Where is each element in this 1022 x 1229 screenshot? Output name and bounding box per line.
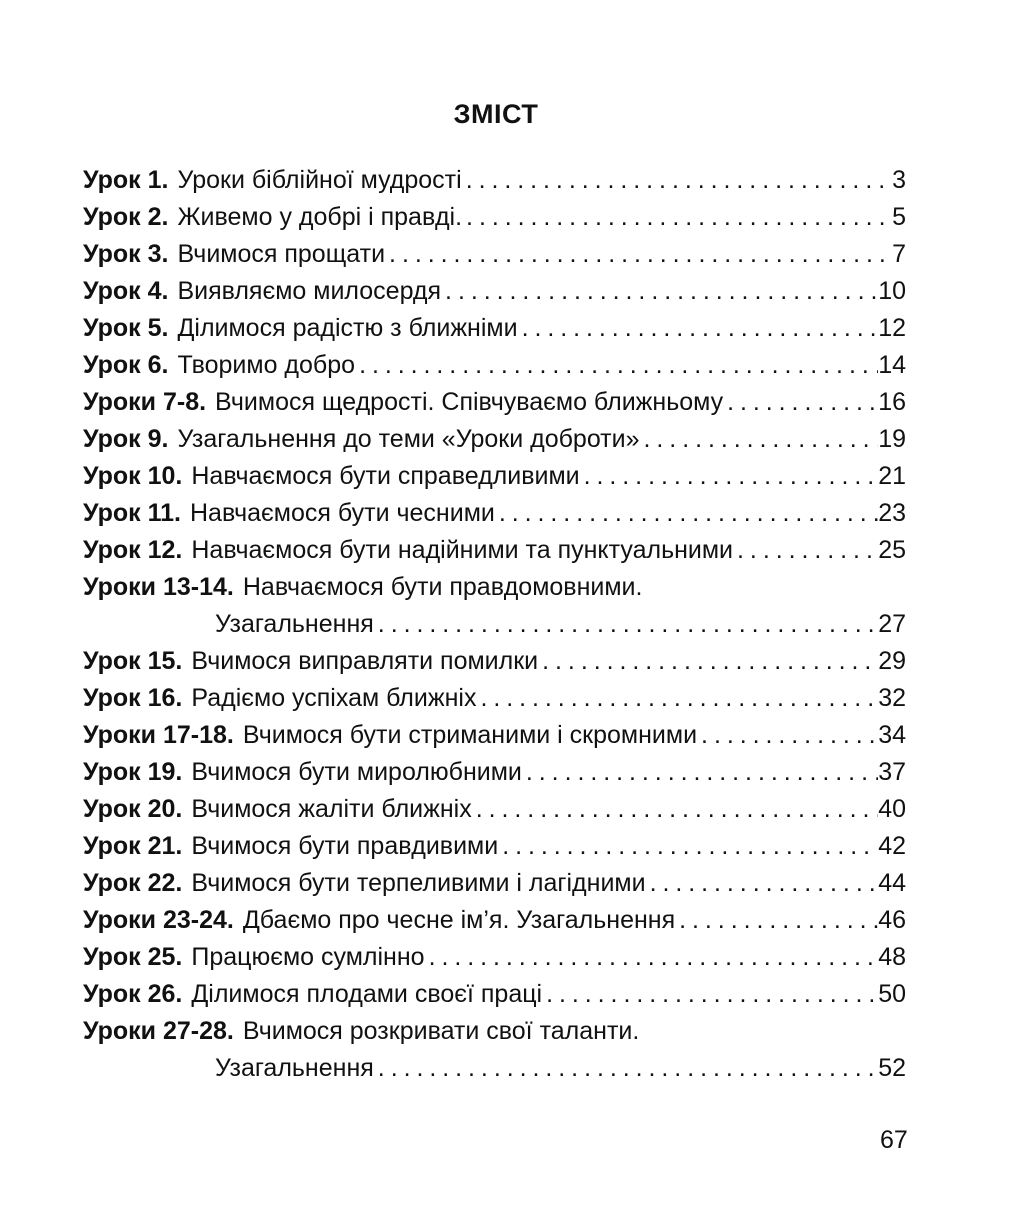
toc-entry-number: Урок 2. [83, 203, 169, 231]
toc-leader-dots [518, 310, 879, 347]
toc-leader-dots [374, 1050, 878, 1087]
toc-entry-number: Урок 26. [83, 980, 183, 1008]
toc-entry-title: Вчимося жаліти ближніх [191, 795, 472, 823]
toc-leader-dots [697, 717, 878, 754]
toc-leader-dots [580, 458, 879, 495]
toc-leader-dots [495, 495, 878, 532]
toc-entry-title: Навчаємося бути надійними та пунктуальними [191, 536, 734, 564]
toc-entry-page: 16 [878, 388, 906, 416]
toc-entry-number: Урок 20. [83, 795, 183, 823]
toc-entry-page: 23 [878, 499, 906, 527]
toc-entry-number: Урок 22. [83, 869, 183, 897]
toc-entry [83, 384, 906, 421]
toc-entry-page: 40 [878, 795, 906, 823]
toc-entry [83, 1013, 906, 1050]
toc-entry-title-continued: Узагальнення [215, 610, 374, 638]
toc-entry-number: Урок 1. [83, 166, 169, 194]
toc-entry-number: Урок 6. [83, 351, 169, 379]
toc-entry-title: Вчимося бути миролюбними [191, 758, 522, 786]
toc-leader-dots [538, 643, 878, 680]
toc-entry-page: 3 [892, 166, 906, 194]
toc-entry-page: 37 [878, 758, 906, 786]
toc-entry [83, 569, 906, 606]
toc-entry [83, 643, 906, 680]
toc-entry-page: 5 [892, 203, 906, 231]
toc-entry-number: Урок 11. [83, 499, 181, 527]
toc-leader-dots [385, 236, 892, 273]
toc-leader-dots [646, 865, 879, 902]
toc-entry-title: Навчаємося бути справедливими [191, 462, 580, 490]
toc-entry-title: Радіємо успіхам ближніх [191, 684, 477, 712]
toc-entry-continuation [83, 1050, 906, 1087]
toc-entry-page: 29 [878, 647, 906, 675]
toc-entry-title: Дбаємо про чесне ім’я. Узагальнення [242, 906, 676, 934]
toc-entry-page: 48 [878, 943, 906, 971]
toc-entry-title: Живемо у добрі і правді. [177, 203, 463, 231]
toc-entry-page: 32 [878, 684, 906, 712]
toc-entry-number: Урок 5. [83, 314, 169, 342]
toc-entry-page: 34 [878, 721, 906, 749]
toc-entry [83, 680, 906, 717]
toc-entry-title-continued: Узагальнення [215, 1054, 374, 1082]
toc-entry-page: 27 [878, 610, 906, 638]
toc-entry [83, 976, 906, 1013]
toc-entry-page: 12 [878, 314, 906, 342]
toc-leader-dots [355, 347, 878, 384]
toc-entry-page: 14 [878, 351, 906, 379]
toc-entry [83, 162, 906, 199]
toc-entry-title: Вчимося бути терпеливими і лагідними [191, 869, 646, 897]
toc-entry-number: Урок 3. [83, 240, 169, 268]
toc-entry-number: Уроки 27-28. [83, 1017, 234, 1045]
toc-entry [83, 273, 906, 310]
toc-entry-page: 50 [878, 980, 906, 1008]
toc-entry-number: Уроки 7-8. [83, 388, 207, 416]
toc-entry-number: Урок 25. [83, 943, 183, 971]
toc-entry [83, 199, 906, 236]
toc-leader-dots [462, 162, 892, 199]
toc-leader-dots [542, 976, 878, 1013]
toc-entry-title: Вчимося виправляти помилки [191, 647, 539, 675]
toc-entry-title: Вчимося щедрості. Співчуваємо ближньому [215, 388, 724, 416]
table-of-contents [83, 162, 906, 1087]
toc-entry-title: Виявляємо милосердя [177, 277, 442, 305]
toc-entry-page: 52 [878, 1054, 906, 1082]
toc-entry-title: Навчаємося бути чесними [189, 499, 495, 527]
toc-entry-title: Ділимося радістю з ближніми [177, 314, 518, 342]
toc-entry-page: 7 [892, 240, 906, 268]
toc-entry [83, 939, 906, 976]
toc-entry-page: 19 [878, 425, 906, 453]
toc-entry-number: Урок 19. [83, 758, 183, 786]
toc-entry [83, 532, 906, 569]
toc-entry [83, 754, 906, 791]
toc-leader-dots [733, 532, 878, 569]
toc-entry-title: Ділимося плодами своєї праці [191, 980, 543, 1008]
toc-leader-dots [675, 902, 878, 939]
toc-entry [83, 495, 906, 532]
toc-leader-dots [498, 828, 878, 865]
toc-entry-number: Урок 4. [83, 277, 169, 305]
toc-entry-title: Вчимося прощати [177, 240, 386, 268]
page-number: 67 [880, 1126, 908, 1154]
toc-leader-dots [640, 421, 879, 458]
toc-entry [83, 902, 906, 939]
toc-entry-title: Уроки біблійної мудрості [177, 166, 462, 194]
toc-entry-page: 46 [878, 906, 906, 934]
toc-entry-number: Урок 15. [83, 647, 183, 675]
toc-entry-title: Творимо добро [177, 351, 356, 379]
toc-entry-number: Урок 10. [83, 462, 183, 490]
toc-entry-title: Вчимося бути правдивими [191, 832, 499, 860]
toc-leader-dots [374, 606, 878, 643]
toc-entry [83, 421, 906, 458]
toc-entry [83, 310, 906, 347]
toc-leader-dots [476, 680, 878, 717]
toc-leader-dots [522, 754, 878, 791]
toc-entry-number: Урок 9. [83, 425, 169, 453]
toc-entry-continuation [83, 606, 906, 643]
toc-entry-page: 42 [878, 832, 906, 860]
toc-entry-number: Урок 12. [83, 536, 183, 564]
toc-leader-dots [472, 791, 878, 828]
toc-entry-page: 10 [878, 277, 906, 305]
toc-entry [83, 236, 906, 273]
toc-entry-number: Уроки 17-18. [83, 721, 234, 749]
toc-entry [83, 717, 906, 754]
toc-entry-title: Вчимося бути стриманими і скромними [242, 721, 698, 749]
toc-entry [83, 458, 906, 495]
toc-entry-title: Вчимося розкривати свої таланти. [242, 1017, 640, 1045]
toc-entry-page: 44 [878, 869, 906, 897]
toc-leader-dots [723, 384, 878, 421]
toc-entry-title: Навчаємося бути правдомовними. [242, 573, 643, 601]
toc-entry-number: Уроки 13-14. [83, 573, 234, 601]
toc-entry [83, 828, 906, 865]
toc-entry-number: Уроки 23-24. [83, 906, 234, 934]
page-title: ЗМІСТ [453, 99, 539, 129]
toc-entry-number: Урок 21. [83, 832, 183, 860]
toc-entry-number: Урок 16. [83, 684, 183, 712]
toc-entry-title: Узагальнення до теми «Уроки доброти» [177, 425, 640, 453]
toc-entry-title: Працюємо сумлінно [191, 943, 425, 971]
toc-entry [83, 865, 906, 902]
toc-entry-page: 21 [878, 462, 906, 490]
toc-leader-dots [462, 199, 892, 236]
toc-leader-dots [441, 273, 878, 310]
toc-entry-page: 25 [878, 536, 906, 564]
toc-entry [83, 791, 906, 828]
toc-leader-dots [425, 939, 879, 976]
toc-entry [83, 347, 906, 384]
